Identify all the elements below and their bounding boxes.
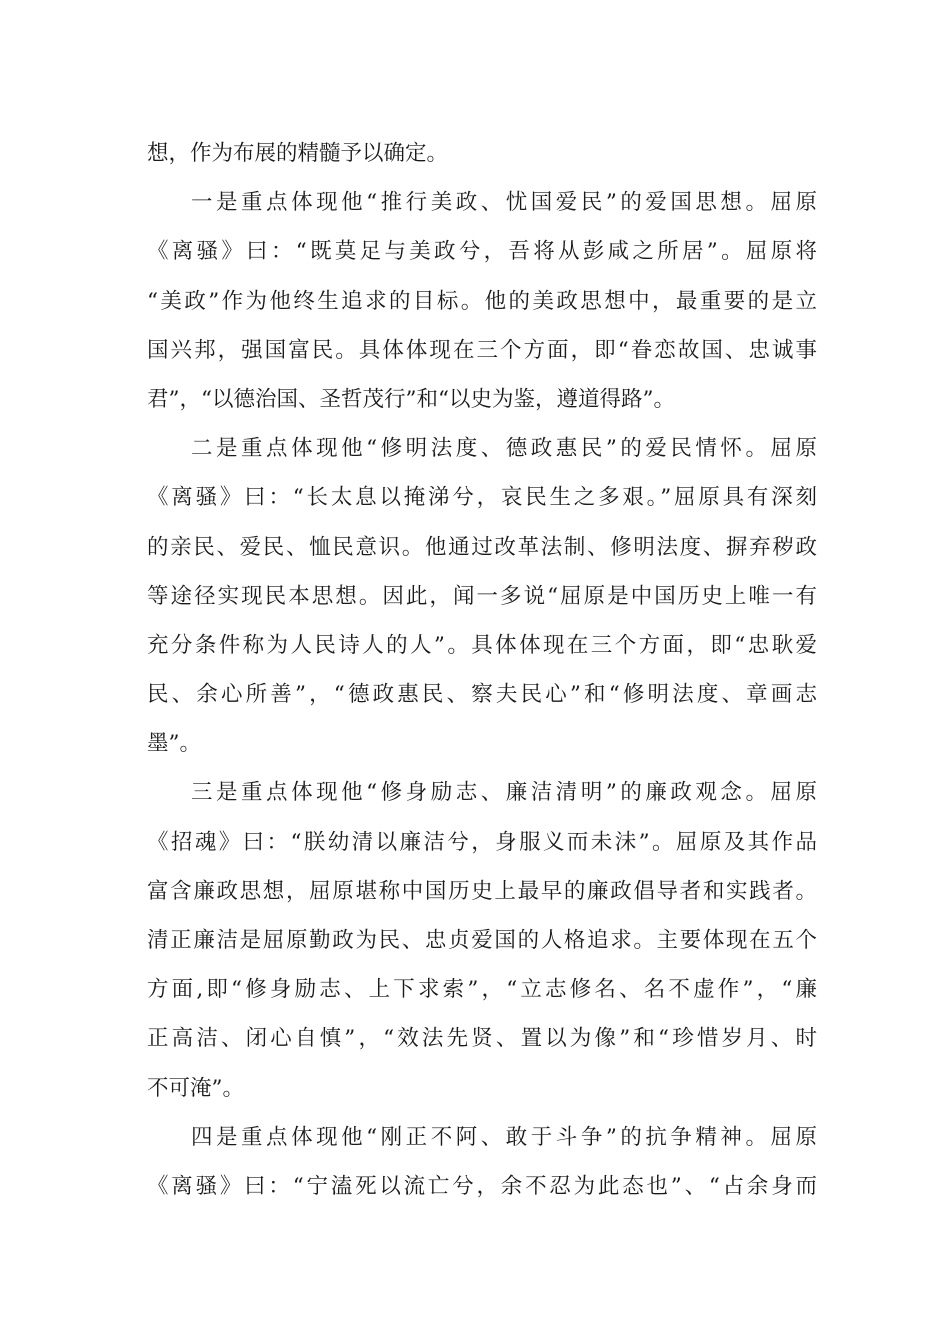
- text-line: “美政”作为他终生追求的目标。他的美政思想中，最重要的是立: [147, 288, 817, 314]
- text-line: 一是重点体现他“推行美政、忧国爱民”的爱国思想。屈原: [191, 190, 817, 216]
- text-line: 想，作为布展的精髓予以确定。: [147, 141, 449, 166]
- text-line: 二是重点体现他“修明法度、德政惠民”的爱民情怀。屈原: [191, 436, 817, 462]
- text-line: 正高洁、闭心自慎”，“效法先贤、置以为像”和“珍惜岁月、时: [147, 1026, 817, 1052]
- text-line: 充分条件称为人民诗人的人”。具体体现在三个方面，即“忠耿爱: [147, 632, 817, 658]
- text-line: 不可淹”。: [147, 1075, 244, 1101]
- text-line: 《离骚》曰：“既莫足与美政兮，吾将从彭咸之所居”。屈原将: [147, 239, 817, 265]
- text-line: 的亲民、爱民、恤民意识。他通过改革法制、修明法度、摒弃秽政: [147, 534, 817, 560]
- text-line: 《离骚》曰：“宁溘死以流亡兮，余不忍为此态也”、“占余身而: [147, 1173, 817, 1199]
- text-line: 等途径实现民本思想。因此，闻一多说“屈原是中国历史上唯一有: [147, 583, 817, 609]
- text-line: 方面,即“修身励志、上下求索”，“立志修名、名不虚作”，“廉: [147, 977, 817, 1003]
- text-line: 清正廉洁是屈原勤政为民、忠贞爱国的人格追求。主要体现在五个: [147, 928, 817, 953]
- text-line: 富含廉政思想，屈原堪称中国历史上最早的廉政倡导者和实践者。: [147, 878, 817, 904]
- text-line: 君”，“以德治国、圣哲茂行”和“以史为鉴，遵道得路”。: [147, 386, 675, 412]
- text-line: 国兴邦，强国富民。具体体现在三个方面，即“眷恋故国、忠诚事: [147, 337, 817, 363]
- text-line: 墨”。: [147, 731, 201, 757]
- text-line: 《离骚》曰：“长太息以掩涕兮，哀民生之多艰。”屈原具有深刻: [147, 485, 817, 511]
- text-line: 四是重点体现他“刚正不阿、敢于斗争”的抗争精神。屈原: [191, 1124, 817, 1150]
- document-body: [147, 129, 817, 1211]
- text-line: 三是重点体现他“修身励志、廉洁清明”的廉政观念。屈原: [191, 780, 817, 806]
- text-line: 民、余心所善”，“德政惠民、察夫民心”和“修明法度、章画志: [147, 682, 817, 708]
- text-line: 《招魂》曰：“朕幼清以廉洁兮，身服义而未沬”。屈原及其作品: [147, 829, 817, 855]
